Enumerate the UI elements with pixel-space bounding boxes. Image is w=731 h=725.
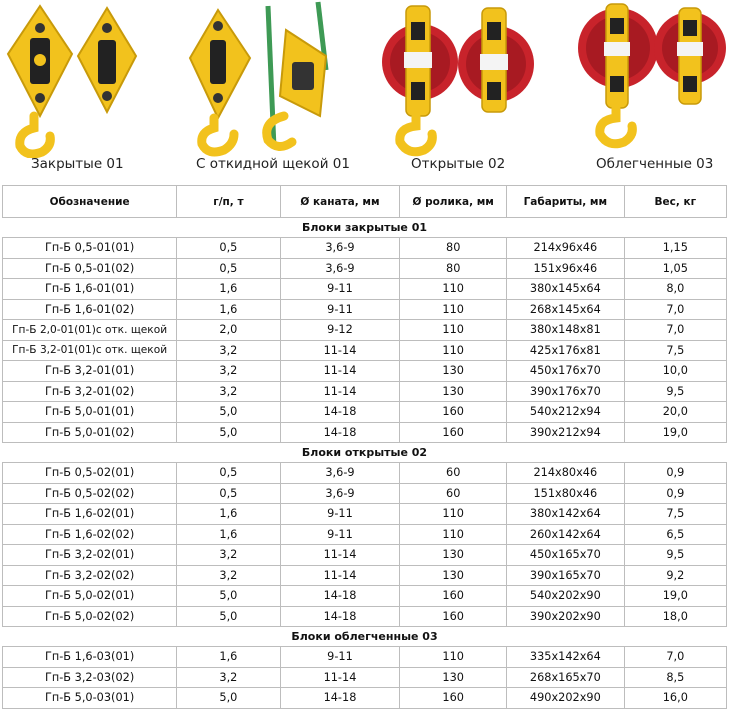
cell-rope-diameter: 11-14 bbox=[280, 667, 400, 688]
cell-capacity: 5,0 bbox=[177, 688, 280, 709]
caption-open: Открытые 02 bbox=[411, 156, 506, 172]
cell-dimensions: 540х202х90 bbox=[507, 586, 625, 607]
cell-rope-diameter: 14-18 bbox=[280, 688, 400, 709]
cell-weight: 1,05 bbox=[624, 258, 726, 279]
cell-roller-diameter: 60 bbox=[400, 483, 507, 504]
cell-designation: Гп-Б 3,2-02(02) bbox=[3, 565, 177, 586]
cell-designation: Гп-Б 3,2-03(02) bbox=[3, 667, 177, 688]
cell-designation: Гп-Б 1,6-01(01) bbox=[3, 279, 177, 300]
table-row bbox=[3, 483, 727, 504]
cell-rope-diameter: 11-14 bbox=[280, 361, 400, 382]
cell-rope-diameter: 11-14 bbox=[280, 565, 400, 586]
table-row bbox=[3, 320, 727, 341]
cell-designation: Гп-Б 0,5-01(01) bbox=[3, 238, 177, 259]
cell-roller-diameter: 160 bbox=[400, 586, 507, 607]
cell-weight: 7,0 bbox=[624, 320, 726, 341]
cell-rope-diameter: 9-11 bbox=[280, 279, 400, 300]
group-header-row bbox=[3, 218, 727, 238]
cell-rope-diameter: 9-12 bbox=[280, 320, 400, 341]
table-row bbox=[3, 299, 727, 320]
cell-designation: Гп-Б 5,0-03(01) bbox=[3, 688, 177, 709]
table-row bbox=[3, 524, 727, 545]
cell-weight: 19,0 bbox=[624, 422, 726, 443]
cell-weight: 8,5 bbox=[624, 667, 726, 688]
cell-designation: Гп-Б 1,6-03(01) bbox=[3, 647, 177, 668]
table-row bbox=[3, 565, 727, 586]
caption-lightweight: Облегченные 03 bbox=[596, 156, 714, 172]
table-row bbox=[3, 340, 727, 361]
cell-weight: 19,0 bbox=[624, 586, 726, 607]
cell-capacity: 3,2 bbox=[177, 361, 280, 382]
cell-roller-diameter: 110 bbox=[400, 524, 507, 545]
cell-rope-diameter: 9-11 bbox=[280, 524, 400, 545]
cell-designation: Гп-Б 1,6-02(01) bbox=[3, 504, 177, 525]
cell-dimensions: 214х80х46 bbox=[507, 463, 625, 484]
cell-weight: 16,0 bbox=[624, 688, 726, 709]
group-header-row bbox=[3, 443, 727, 463]
snatch-pulley-block-image bbox=[188, 0, 343, 158]
cell-capacity: 1,6 bbox=[177, 279, 280, 300]
cell-designation: Гп-Б 3,2-01(01) bbox=[3, 361, 177, 382]
cell-roller-diameter: 130 bbox=[400, 361, 507, 382]
cell-capacity: 1,6 bbox=[177, 504, 280, 525]
cell-capacity: 5,0 bbox=[177, 586, 280, 607]
cell-designation: Гп-Б 5,0-01(01) bbox=[3, 402, 177, 423]
cell-roller-diameter: 80 bbox=[400, 258, 507, 279]
cell-capacity: 0,5 bbox=[177, 483, 280, 504]
cell-rope-diameter: 14-18 bbox=[280, 586, 400, 607]
cell-rope-diameter: 9-11 bbox=[280, 504, 400, 525]
table-body bbox=[3, 218, 727, 709]
cell-designation: Гп-Б 5,0-02(02) bbox=[3, 606, 177, 627]
cell-roller-diameter: 80 bbox=[400, 238, 507, 259]
cell-rope-diameter: 3,6-9 bbox=[280, 463, 400, 484]
cell-designation: Гп-Б 1,6-02(02) bbox=[3, 524, 177, 545]
cell-dimensions: 380х145х64 bbox=[507, 279, 625, 300]
cell-designation: Гп-Б 5,0-02(01) bbox=[3, 586, 177, 607]
cell-roller-diameter: 160 bbox=[400, 606, 507, 627]
cell-rope-diameter: 9-11 bbox=[280, 299, 400, 320]
open-pulley-block-image bbox=[378, 0, 538, 158]
table-row bbox=[3, 504, 727, 525]
table-header-row bbox=[3, 186, 727, 218]
cell-roller-diameter: 110 bbox=[400, 299, 507, 320]
cell-capacity: 3,2 bbox=[177, 667, 280, 688]
header-roller-diameter: Ø ролика, мм bbox=[400, 186, 507, 218]
table-row bbox=[3, 258, 727, 279]
cell-designation: Гп-Б 1,6-01(02) bbox=[3, 299, 177, 320]
cell-roller-diameter: 160 bbox=[400, 422, 507, 443]
cell-dimensions: 425х176х81 bbox=[507, 340, 625, 361]
header-weight: Вес, кг bbox=[624, 186, 726, 218]
cell-rope-diameter: 9-11 bbox=[280, 647, 400, 668]
table-row bbox=[3, 361, 727, 382]
cell-designation: Гп-Б 3,2-01(01)с отк. щекой bbox=[3, 340, 177, 361]
header-rope-diameter: Ø каната, мм bbox=[280, 186, 400, 218]
cell-weight: 1,15 bbox=[624, 238, 726, 259]
table-row bbox=[3, 545, 727, 566]
cell-dimensions: 268х165х70 bbox=[507, 667, 625, 688]
group-header-row bbox=[3, 627, 727, 647]
cell-weight: 9,5 bbox=[624, 545, 726, 566]
cell-roller-diameter: 160 bbox=[400, 688, 507, 709]
table-row bbox=[3, 647, 727, 668]
cell-rope-diameter: 3,6-9 bbox=[280, 483, 400, 504]
cell-weight: 10,0 bbox=[624, 361, 726, 382]
table-row bbox=[3, 381, 727, 402]
group-title: Блоки облегченные 03 bbox=[3, 627, 727, 647]
cell-dimensions: 390х212х94 bbox=[507, 422, 625, 443]
cell-dimensions: 335х142х64 bbox=[507, 647, 625, 668]
table-row bbox=[3, 586, 727, 607]
cell-designation: Гп-Б 5,0-01(02) bbox=[3, 422, 177, 443]
cell-weight: 7,0 bbox=[624, 299, 726, 320]
cell-rope-diameter: 14-18 bbox=[280, 402, 400, 423]
cell-roller-diameter: 130 bbox=[400, 667, 507, 688]
cell-weight: 8,0 bbox=[624, 279, 726, 300]
cell-rope-diameter: 11-14 bbox=[280, 340, 400, 361]
cell-weight: 0,9 bbox=[624, 463, 726, 484]
cell-weight: 7,5 bbox=[624, 504, 726, 525]
cell-dimensions: 260х142х64 bbox=[507, 524, 625, 545]
table-row bbox=[3, 402, 727, 423]
cell-rope-diameter: 14-18 bbox=[280, 606, 400, 627]
cell-weight: 6,5 bbox=[624, 524, 726, 545]
cell-weight: 9,5 bbox=[624, 381, 726, 402]
cell-weight: 0,9 bbox=[624, 483, 726, 504]
cell-capacity: 0,5 bbox=[177, 463, 280, 484]
cell-dimensions: 540х212х94 bbox=[507, 402, 625, 423]
cell-capacity: 5,0 bbox=[177, 402, 280, 423]
cell-roller-diameter: 110 bbox=[400, 320, 507, 341]
cell-dimensions: 450х165х70 bbox=[507, 545, 625, 566]
table-row bbox=[3, 279, 727, 300]
table-row bbox=[3, 667, 727, 688]
cell-weight: 9,2 bbox=[624, 565, 726, 586]
caption-closed: Закрытые 01 bbox=[31, 156, 124, 172]
cell-roller-diameter: 130 bbox=[400, 565, 507, 586]
cell-weight: 7,0 bbox=[624, 647, 726, 668]
cell-dimensions: 490х202х90 bbox=[507, 688, 625, 709]
cell-roller-diameter: 130 bbox=[400, 381, 507, 402]
product-photos bbox=[0, 0, 731, 183]
header-designation: Обозначение bbox=[3, 186, 177, 218]
header-capacity: г/п, т bbox=[177, 186, 280, 218]
cell-designation: Гп-Б 0,5-02(01) bbox=[3, 463, 177, 484]
cell-designation: Гп-Б 2,0-01(01)с отк. щекой bbox=[3, 320, 177, 341]
header-dimensions: Габариты, мм bbox=[507, 186, 625, 218]
cell-capacity: 3,2 bbox=[177, 340, 280, 361]
cell-roller-diameter: 160 bbox=[400, 402, 507, 423]
cell-capacity: 1,6 bbox=[177, 647, 280, 668]
cell-rope-diameter: 11-14 bbox=[280, 381, 400, 402]
table-row bbox=[3, 606, 727, 627]
group-title: Блоки закрытые 01 bbox=[3, 218, 727, 238]
cell-roller-diameter: 60 bbox=[400, 463, 507, 484]
cell-dimensions: 380х142х64 bbox=[507, 504, 625, 525]
cell-dimensions: 268х145х64 bbox=[507, 299, 625, 320]
cell-dimensions: 151х80х46 bbox=[507, 483, 625, 504]
cell-capacity: 1,6 bbox=[177, 524, 280, 545]
cell-roller-diameter: 110 bbox=[400, 504, 507, 525]
cell-weight: 20,0 bbox=[624, 402, 726, 423]
cell-capacity: 5,0 bbox=[177, 606, 280, 627]
cell-dimensions: 390х202х90 bbox=[507, 606, 625, 627]
table-row bbox=[3, 688, 727, 709]
cell-capacity: 1,6 bbox=[177, 299, 280, 320]
cell-rope-diameter: 11-14 bbox=[280, 545, 400, 566]
cell-dimensions: 151х96х46 bbox=[507, 258, 625, 279]
lightweight-pulley-block-image bbox=[578, 0, 728, 158]
cell-roller-diameter: 110 bbox=[400, 340, 507, 361]
cell-roller-diameter: 110 bbox=[400, 647, 507, 668]
cell-designation: Гп-Б 0,5-01(02) bbox=[3, 258, 177, 279]
closed-pulley-block-image bbox=[0, 0, 150, 158]
cell-dimensions: 450х176х70 bbox=[507, 361, 625, 382]
table-row bbox=[3, 422, 727, 443]
group-title: Блоки открытые 02 bbox=[3, 443, 727, 463]
cell-capacity: 3,2 bbox=[177, 381, 280, 402]
cell-weight: 7,5 bbox=[624, 340, 726, 361]
cell-designation: Гп-Б 0,5-02(02) bbox=[3, 483, 177, 504]
table-row bbox=[3, 463, 727, 484]
cell-capacity: 5,0 bbox=[177, 422, 280, 443]
specifications-table bbox=[2, 185, 727, 709]
cell-capacity: 0,5 bbox=[177, 238, 280, 259]
cell-capacity: 2,0 bbox=[177, 320, 280, 341]
cell-roller-diameter: 130 bbox=[400, 545, 507, 566]
cell-weight: 18,0 bbox=[624, 606, 726, 627]
cell-designation: Гп-Б 3,2-01(02) bbox=[3, 381, 177, 402]
cell-rope-diameter: 14-18 bbox=[280, 422, 400, 443]
cell-designation: Гп-Б 3,2-02(01) bbox=[3, 545, 177, 566]
cell-dimensions: 380х148х81 bbox=[507, 320, 625, 341]
cell-rope-diameter: 3,6-9 bbox=[280, 258, 400, 279]
cell-rope-diameter: 3,6-9 bbox=[280, 238, 400, 259]
cell-capacity: 3,2 bbox=[177, 565, 280, 586]
cell-capacity: 0,5 bbox=[177, 258, 280, 279]
cell-roller-diameter: 110 bbox=[400, 279, 507, 300]
cell-dimensions: 390х165х70 bbox=[507, 565, 625, 586]
cell-dimensions: 390х176х70 bbox=[507, 381, 625, 402]
table-row bbox=[3, 238, 727, 259]
cell-capacity: 3,2 bbox=[177, 545, 280, 566]
cell-dimensions: 214х96х46 bbox=[507, 238, 625, 259]
caption-snatch: С откидной щекой 01 bbox=[196, 156, 350, 172]
